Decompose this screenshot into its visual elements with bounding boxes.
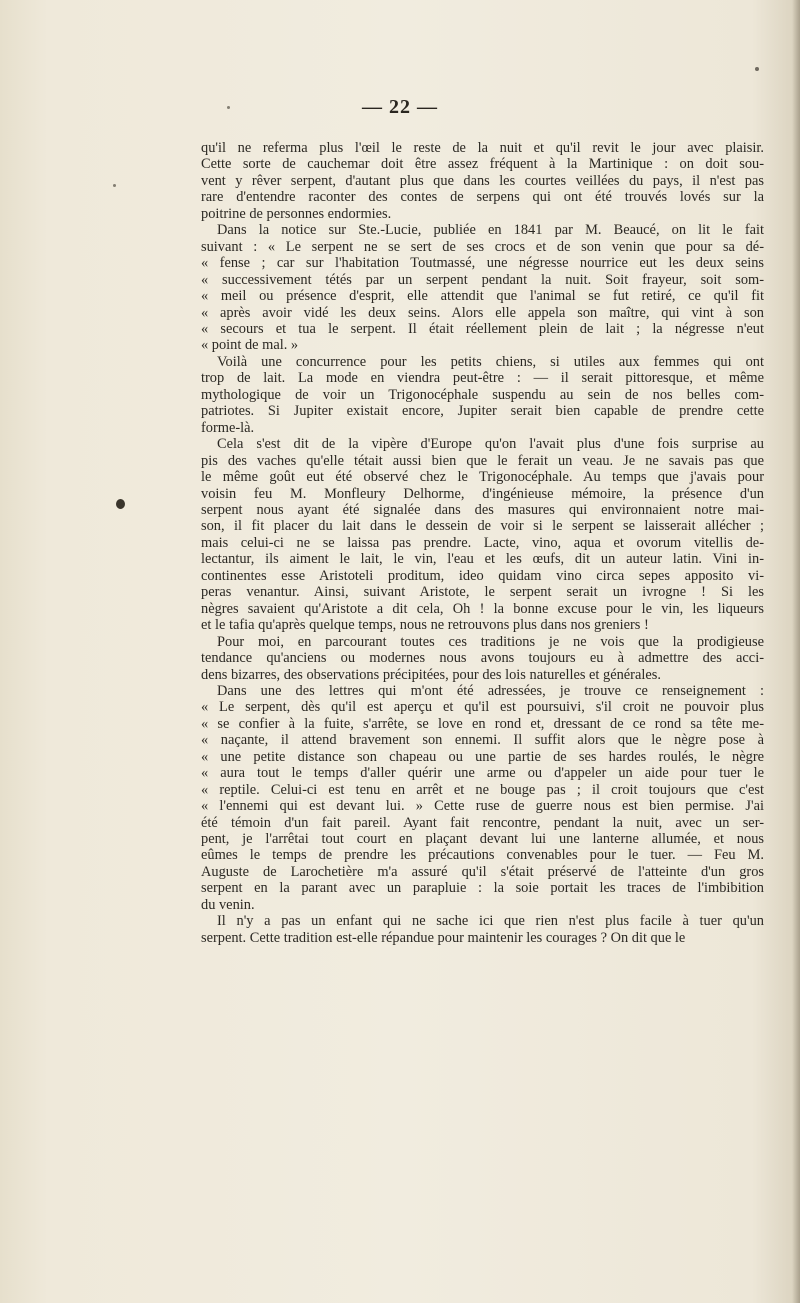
text-line: Pour moi, en parcourant toutes ces traditions je ne vois que la prodigieuse	[217, 633, 764, 650]
text-line: dens bizarres, des observations précipitées, pour des lois naturelles et générales.	[201, 666, 661, 683]
text-line: mais celui-ci ne se laissa pas prendre. Lacte, vino, aqua et ovorum vitellis de-	[201, 534, 764, 551]
body-text	[201, 140, 764, 946]
text-line: son, il fit placer du lait dans le dessein de voir si le serpent se laisserait allécher ;	[201, 518, 764, 535]
text-line: « reptile. Celui-ci est tenu en arrêt et ne bouge pas ; il croit toujours que c'est	[201, 781, 764, 798]
text-line: trop de lait. La mode en viendra peut-être : — il serait pittoresque, et même	[201, 370, 764, 387]
text-line: pent, je l'arrêtai tout court en plaçant devant lui une lanterne allumée, et nous	[201, 831, 764, 848]
ink-speck	[116, 499, 125, 509]
text-line: serpent en la parant avec un parapluie : la soie portait les traces de l'imbibition	[201, 880, 764, 897]
text-line: pis des vaches qu'elle tétait aussi bien que le ferait un veau. Je ne savais pas que	[201, 452, 764, 469]
text-line: « se confier à la fuite, s'arrête, se love en rond et, dressant de ce rond sa tête me-	[201, 715, 764, 732]
text-line: « point de mal. »	[201, 337, 299, 354]
text-line: « une petite distance son chapeau ou une partie de ses hardes roulés, le nègre	[201, 748, 764, 765]
text-line: « successivement tétés par un serpent pendant la nuit. Soit frayeur, soit som-	[201, 271, 764, 288]
text-line: patriotes. Si Jupiter existait encore, Jupiter serait bien capable de prendre cette	[201, 403, 764, 420]
text-line: Dans une des lettres qui m'ont été adressées, je trouve ce renseignement :	[217, 682, 764, 699]
text-line: tendance qu'anciens ou modernes nous avons toujours eu à admettre des acci-	[201, 650, 764, 667]
text-line: Dans la notice sur Ste.-Lucie, publiée en 1841 par M. Beaucé, on lit le fait	[217, 222, 764, 239]
text-line: nègres savaient qu'Aristote a dit cela, Oh ! la bonne excuse pour le vin, les liqueurs	[201, 600, 764, 617]
text-line: « après avoir vidé les deux seins. Alors elle appela son maître, qui vint à son	[201, 304, 764, 321]
text-line: rare d'entendre raconter des contes de serpens qui ont été trouvés lovés sur la	[201, 189, 764, 206]
text-line: voisin feu M. Monfleury Delhorme, d'ingénieuse mémoire, la présence d'un	[201, 485, 764, 502]
text-line: suivant : « Le serpent ne se sert de ses crocs et de son venin que pour sa dé-	[201, 238, 764, 255]
text-line: « naçante, il attend bravement son ennemi. Il suffit alors que le nègre pose à	[201, 732, 764, 749]
text-line: qu'il ne referma plus l'œil le reste de la nuit et qu'il revit le jour avec plaisir.	[201, 140, 764, 156]
text-line: forme-là.	[201, 419, 255, 436]
text-line: Il n'y a pas un enfant qui ne sache ici que rien n'est plus facile à tuer qu'un	[217, 913, 764, 930]
text-line: poitrine de personnes endormies.	[201, 205, 392, 222]
ink-speck	[755, 67, 759, 71]
text-line: mythologique de voir un Trigonocéphale suspendu au sein de nos belles com-	[201, 386, 764, 403]
page-number: — 22 —	[362, 96, 438, 118]
ink-speck	[227, 106, 230, 109]
text-line: « Le serpent, dès qu'il est aperçu et qu'il est poursuivi, s'il croit ne pouvoir plus	[201, 699, 764, 716]
text-line: peras venantur. Ainsi, suivant Aristote, le serpent serait un ivrogne ! Si les	[201, 584, 764, 601]
text-line: été témoin d'un fait pareil. Ayant fait rencontre, pendant la nuit, avec un ser-	[201, 814, 764, 831]
text-line: Cela s'est dit de la vipère d'Europe qu'on l'avait plus d'une fois surprise au	[217, 436, 764, 453]
text-line: « fense ; car sur l'habitation Toutmassé, une négresse nourrice eut les deux seins	[201, 255, 764, 272]
text-line: et le tafia qu'après quelque temps, nous ne retrouvons plus dans nos greniers !	[201, 617, 649, 634]
text-line: lectantur, ils aiment le lait, le vin, l'eau et les œufs, dit un auteur latin. Vini in-	[201, 551, 764, 568]
text-line: du venin.	[201, 896, 255, 913]
text-line: « secours et tua le serpent. Il était réellement plein de lait ; la négresse n'eut	[201, 320, 764, 337]
text-line: le même goût eut été observé chez le Trigonocéphale. Au temps que j'avais pour	[201, 469, 764, 486]
text-line: serpent nous ayant été signalée dans des masures qui environnaient notre mai-	[201, 501, 764, 518]
text-line: « l'ennemi qui est devant lui. » Cette ruse de guerre nous est bien permise. J'ai	[201, 798, 764, 815]
text-line: Voilà une concurrence pour les petits chiens, si utiles aux femmes qui ont	[217, 353, 764, 370]
page-edge-shadow	[792, 0, 800, 1303]
ink-speck	[113, 184, 116, 187]
text-line: « aura tout le temps d'aller quérir une arme ou d'appeler un aide pour tuer le	[201, 765, 764, 782]
text-line: continentes esse Aristoteli proditum, ideo quidam vino circa sepes apposito vi-	[201, 567, 764, 584]
text-line: Auguste de Larochetière m'a assuré qu'il s'était préservé de l'atteinte d'un gros	[201, 863, 764, 880]
text-line: serpent. Cette tradition est-elle répandue pour maintenir les courages ? On dit que le	[201, 929, 686, 946]
text-line: eûmes le temps de prendre les précautions convenables pour le tuer. — Feu M.	[201, 847, 764, 864]
text-line: Cette sorte de cauchemar doit être assez fréquent à la Martinique : on doit sou-	[201, 156, 764, 173]
text-line: vent y rêver serpent, d'autant plus que dans les courtes veillées du pays, il n'est pas	[201, 172, 764, 189]
text-line: « meil ou présence d'esprit, elle attendit que l'animal se fut retiré, ce qu'il fit	[201, 288, 764, 305]
